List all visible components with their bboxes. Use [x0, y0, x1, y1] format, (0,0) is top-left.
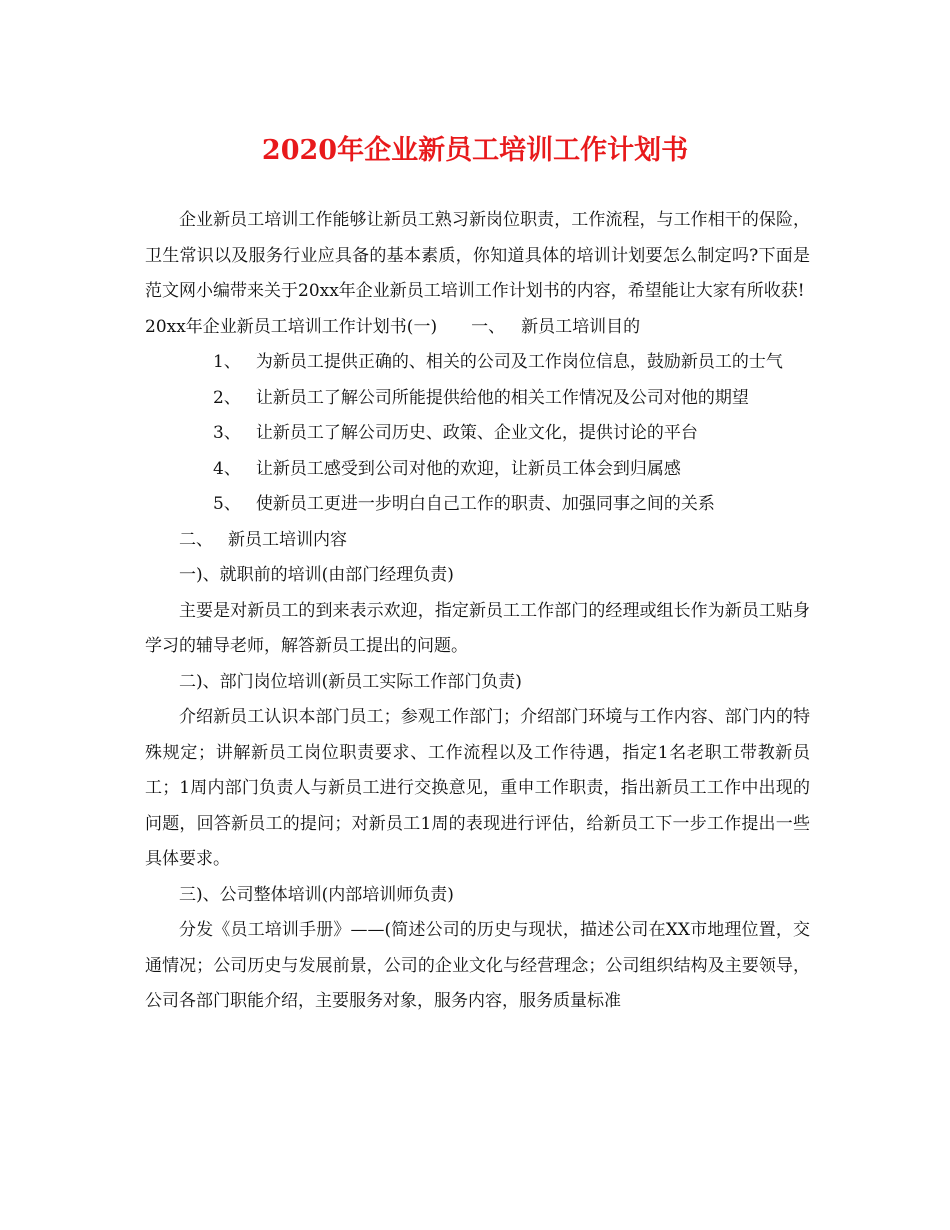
- part-one-text: 主要是对新员工的到来表示欢迎，指定新员工工作部门的经理或组长作为新员工贴身学习的辅导老师，解答新员工提出的问题。: [145, 600, 810, 656]
- section-one-title: 新员工培训目的: [521, 316, 641, 337]
- goal-item: [145, 345, 810, 381]
- part-three-heading: 三)、公司整体培训(内部培训师负责): [179, 884, 454, 905]
- section-two-heading: [145, 523, 810, 559]
- plan-heading-line: [145, 310, 810, 346]
- part-two-heading: 二)、部门岗位培训(新员工实际工作部门负责): [179, 671, 522, 692]
- goal-number: 4、: [213, 458, 241, 479]
- goal-text: 让新员工了解公司历史、政策、企业文化，提供讨论的平台: [255, 423, 698, 443]
- intro-paragraph: 企业新员工培训工作能够让新员工熟习新岗位职责，工作流程，与工作相干的保险，卫生常识以及服务行业应具备的基本素质，你知道具体的培训计划要怎么制定吗?下面是范文网小编带来关于20xx年企业新员工培训工作计划书的内容，希望能让大家有所收获!: [145, 210, 810, 301]
- section-two-title: 新员工培训内容: [228, 529, 347, 550]
- goal-number: 5、: [213, 494, 241, 514]
- section-one-number: 一、: [471, 316, 506, 337]
- part-three-text: 分发《员工培训手册》——(简述公司的历史与现状，描述公司在XX市地理位置，交通情况；公司历史与发展前景，公司的企业文化与经营理念；公司组织结构及主要领导，公司各部门职能介绍，主要服务对象，服务内容，服务质量标准: [145, 920, 810, 1011]
- part-two-text: 介绍新员工认识本部门员工；参观工作部门；介绍部门环境与工作内容、部门内的特殊规定；讲解新员工岗位职责要求、工作流程以及工作待遇，指定1名老职工带教新员工；1周内部门负责人与新员工进行交换意见，重申工作职责，指出新员工工作中出现的问题，回答新员工的提问；对新员工1周的表现进行评估，给新员工下一步工作提出一些具体要求。: [145, 707, 810, 869]
- goal-text: 为新员工提供正确的、相关的公司及工作岗位信息，鼓励新员工的士气: [255, 352, 783, 372]
- goal-item: [145, 381, 810, 417]
- part-one-heading: 一)、就职前的培训(由部门经理负责): [179, 565, 454, 585]
- goal-item: [145, 487, 810, 523]
- document-title: 2020年企业新员工培训工作计划书: [261, 135, 689, 166]
- goal-number: 1、: [213, 352, 241, 372]
- goal-text: 使新员工更进一步明白自己工作的职责、加强同事之间的关系: [255, 494, 715, 514]
- goal-item: [145, 452, 810, 488]
- goal-item: [145, 416, 810, 452]
- goal-text: 让新员工了解公司所能提供给他的相关工作情况及公司对他的期望: [255, 387, 749, 408]
- section-two-number: 二、: [179, 529, 213, 550]
- goal-text: 让新员工感受到公司对他的欢迎，让新员工体会到归属感: [255, 458, 681, 479]
- goal-number: 3、: [213, 423, 241, 443]
- plan-subtitle: 20xx年企业新员工培训工作计划书(一): [145, 316, 438, 337]
- goal-number: 2、: [213, 387, 241, 408]
- document-body: [145, 203, 810, 1020]
